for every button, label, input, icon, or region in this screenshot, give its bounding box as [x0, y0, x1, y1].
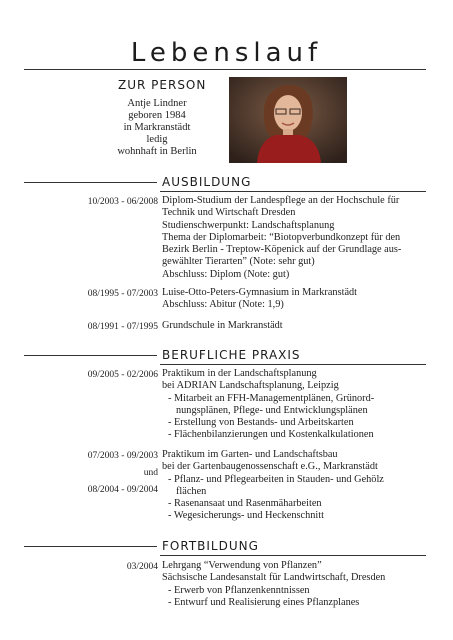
entry-line: Sächsische Landesanstalt für Landwirtschaft, Dresden	[162, 572, 386, 584]
entry-text	[162, 449, 452, 523]
entry-bullet: - Erstellung von Bestands- und Arbeitskarten	[168, 417, 354, 429]
section-heading-praxis: BERUFLICHE PRAXIS	[162, 348, 301, 362]
entry-text	[162, 368, 452, 442]
entry-date: 07/2003 - 09/2003	[87, 451, 158, 461]
page-title: Lebenslauf	[130, 38, 323, 68]
entry-bullet: - Erwerb von Pflanzenkenntnissen	[168, 584, 310, 596]
entry-text	[162, 320, 452, 332]
entry-date: 08/1995 - 07/2003	[87, 289, 158, 299]
section-underline-praxis	[160, 364, 426, 365]
entry-line: Luise-Otto-Peters-Gymnasium in Markranstädt	[162, 287, 358, 298]
entry-bullet: - Mitarbeit an FFH-Managementplänen, Grünord-	[168, 392, 375, 404]
entry-date: 08/1991 - 07/1995	[87, 322, 158, 332]
entry-text	[162, 560, 452, 609]
entry-line: Studienschwerpunkt: Landschaftsplanung	[162, 219, 335, 231]
entry-line: Diplom-Studium der Landespflege an der Hochschule für	[162, 195, 400, 206]
entry-date-and: und	[143, 468, 158, 478]
entry-line: bei der Gartenbaugenossenschaft e.G., Markranstädt	[162, 461, 378, 473]
entry-text	[162, 195, 452, 281]
section-heading-fortbildung: FORTBILDUNG	[162, 539, 259, 553]
entry-date: 09/2005 - 02/2006	[87, 370, 158, 380]
entry-date: 03/2004	[126, 562, 158, 572]
entry-bullet: - Rasenansaat und Rasenmäharbeiten	[168, 498, 322, 510]
entry-bullet: - Entwurf und Realisierung eines Pflanzplanes	[168, 596, 360, 608]
entry-line: Abschluss: Diplom (Note: gut)	[162, 268, 290, 280]
entry-line: Technik und Wirtschaft Dresden	[162, 207, 296, 219]
entry-line: Bezirk Berlin - Treptow-Köpenick auf der Grundlage aus-	[162, 244, 402, 256]
section-heading-ausbildung: AUSBILDUNG	[162, 175, 252, 189]
section-divider-ausbildung	[24, 182, 157, 183]
person-birthplace: in Markranstädt	[123, 122, 191, 133]
entry-line: Lehrgang “Verwendung von Pflanzen”	[162, 560, 322, 571]
section-underline-ausbildung	[160, 191, 426, 192]
title-divider	[24, 69, 426, 70]
entry-line: Abschluss: Abitur (Note: 1,9)	[162, 299, 284, 311]
entry-bullet: - Wegesicherungs- und Heckenschnitt	[168, 510, 324, 522]
entry-bullet: - Pflanz- und Pflegearbeiten in Stauden- und Gehölz	[168, 473, 384, 485]
person-details	[90, 98, 224, 158]
section-heading-person: ZUR PERSON	[118, 78, 207, 92]
entry-line: Grundschule in Markranstädt	[162, 320, 283, 331]
entry-line: Thema der Diplomarbeit: “Biotopverbundkonzept für den	[162, 231, 401, 243]
person-residence: wohnhaft in Berlin	[117, 146, 197, 157]
entry-bullet: - Flächenbilanzierungen und Kostenkalkulationen	[168, 429, 374, 441]
section-divider-praxis	[24, 355, 157, 356]
section-divider-fortbildung	[24, 546, 157, 547]
entry-date: 08/2004 - 09/2004	[87, 485, 158, 495]
profile-photo	[229, 77, 347, 163]
entry-text	[162, 287, 452, 312]
entry-date: 10/2003 - 06/2008	[87, 197, 158, 207]
entry-bullet-cont: flächen	[176, 485, 207, 497]
entry-bullet-cont: nungsplänen, Pflege- und Entwicklungsplänen	[176, 404, 368, 416]
person-status: ledig	[146, 134, 168, 145]
person-birth: geboren 1984	[128, 110, 186, 121]
section-underline-fortbildung	[160, 555, 426, 556]
entry-line: bei ADRIAN Landschaftsplanung, Leipzig	[162, 380, 339, 392]
entry-line: Praktikum in der Landschaftsplanung	[162, 368, 317, 379]
person-name: Antje Lindner	[127, 98, 187, 109]
entry-line: gewählter Tierarten” (Note: sehr gut)	[162, 256, 315, 268]
entry-line: Praktikum im Garten- und Landschaftsbau	[162, 449, 338, 460]
